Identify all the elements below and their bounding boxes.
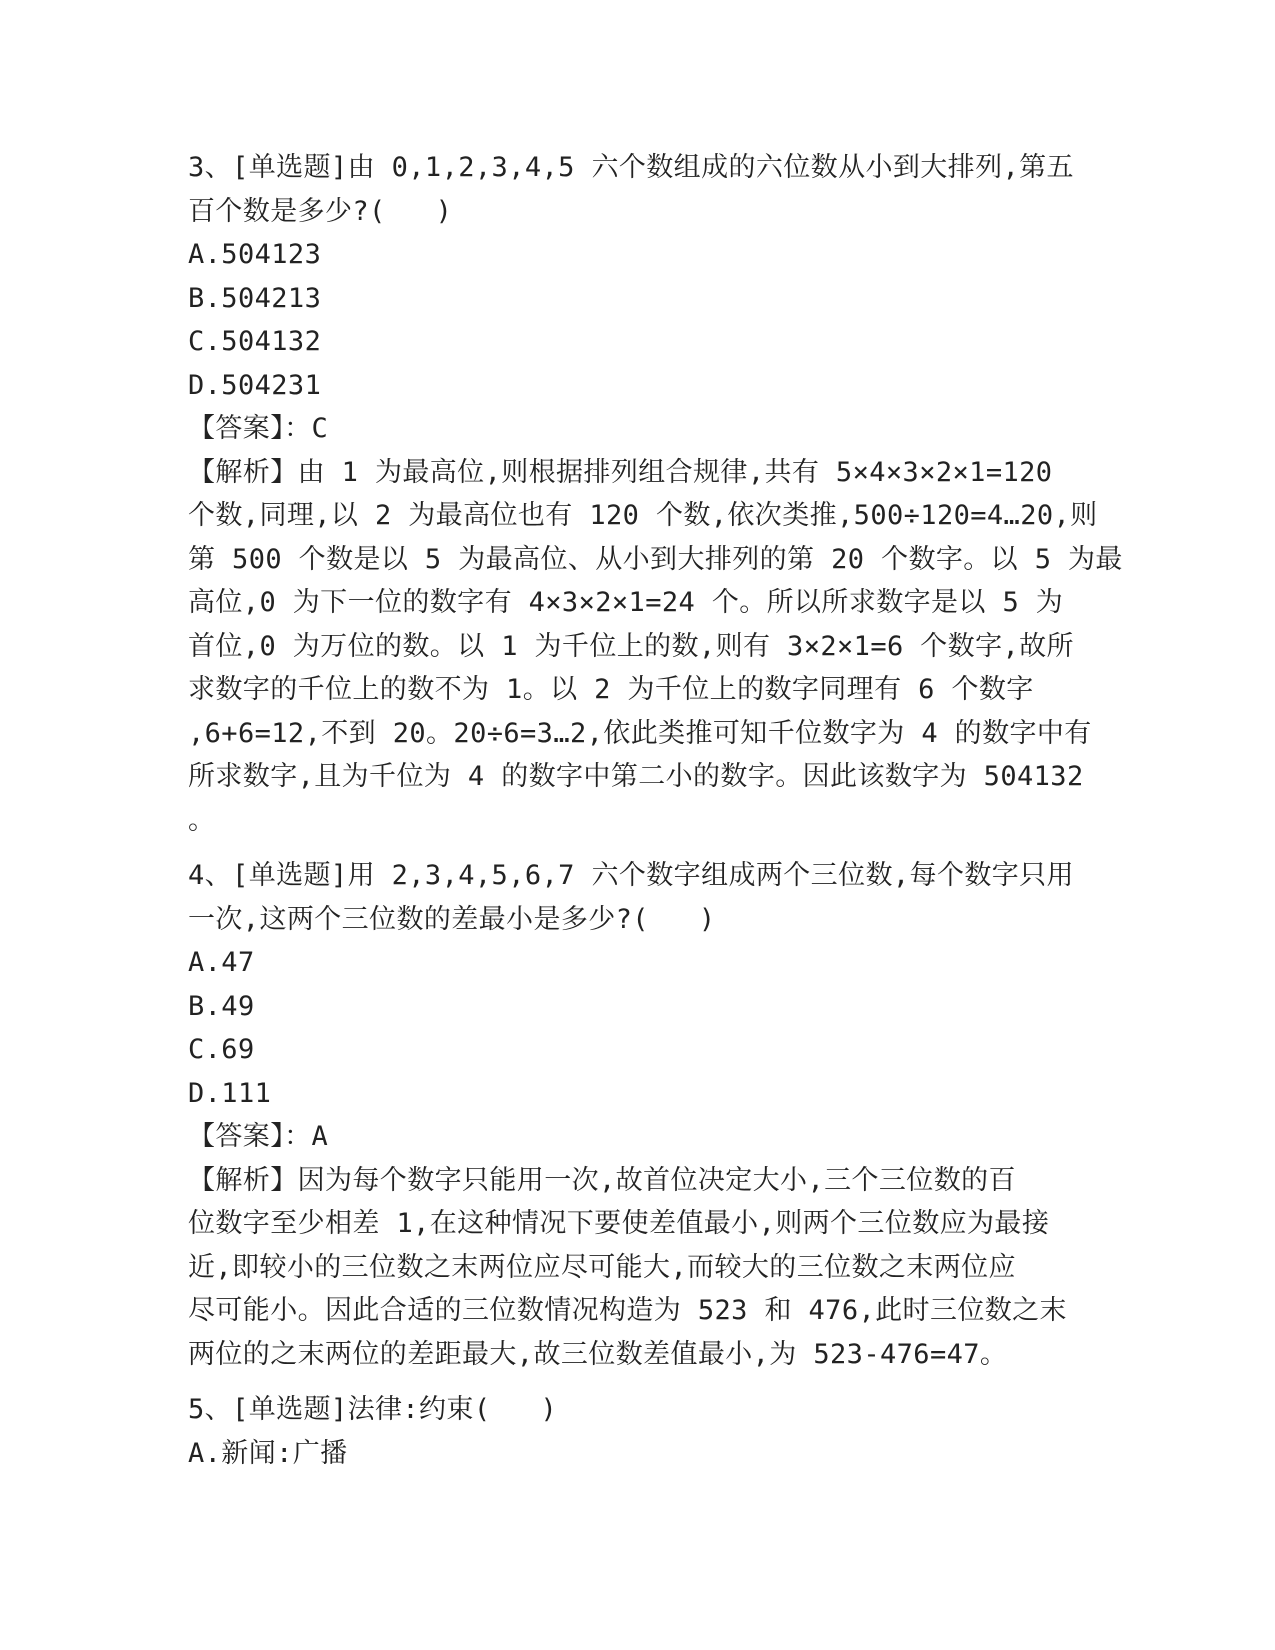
analysis-line: 高位,0 为下一位的数字有 4×3×2×1=24 个。所以所求数字是以 5 为 <box>188 587 1064 618</box>
answer-key: 【答案】：A <box>188 1121 329 1152</box>
answer-option: C.69 <box>188 1034 255 1065</box>
answer-option: C.504132 <box>188 326 322 357</box>
analysis-line: 首位,0 为万位的数。以 1 为千位上的数,则有 3×2×1=6 个数字,故所 <box>188 630 1074 662</box>
answer-option: B.504213 <box>188 282 322 314</box>
answer-option: A.504123 <box>188 239 322 270</box>
answer-option: A.新闻:广播 <box>188 1437 348 1469</box>
answer-option: D.504231 <box>188 369 322 401</box>
question-block <box>188 1388 1088 1475</box>
answer-option: D.111 <box>188 1077 272 1109</box>
analysis-line: 两位的之末两位的差距最大,故三位数差值最小,为 523-476=47。 <box>188 1338 1008 1370</box>
analysis-line: 个数,同理,以 2 为最高位也有 120 个数,依次类推,500÷120=4…20,则 <box>188 500 1098 531</box>
question-list <box>188 146 1123 1475</box>
question-stem-line: 5、[单选题]法律:约束( ) <box>188 1394 558 1425</box>
analysis-line: 第 500 个数是以 5 为最高位、从小到大排列的第 20 个数字。以 5 为最 <box>188 543 1123 575</box>
analysis-line: 所求数字,且为千位为 4 的数字中第二小的数字。因此该数字为 504132 <box>188 761 1084 792</box>
answer-option: A.47 <box>188 947 255 978</box>
question-stem-line: 3、[单选题]由 0,1,2,3,4,5 六个数组成的六位数从小到大排列,第五 <box>188 152 1074 183</box>
question-stem-line: 百个数是多少?( ) <box>188 195 453 227</box>
question-block <box>188 146 1123 842</box>
question-block <box>188 854 1088 1376</box>
analysis-line: ,6+6=12,不到 20。20÷6=3…2,依此类推可知千位数字为 4 的数字中有 <box>188 717 1092 749</box>
analysis-line: 尽可能小。因此合适的三位数情况构造为 523 和 476,此时三位数之末 <box>188 1295 1067 1326</box>
analysis-line: 求数字的千位上的数不为 1。以 2 为千位上的数字同理有 6 个数字 <box>188 674 1034 705</box>
analysis-line: 位数字至少相差 1,在这种情况下要使差值最小,则两个三位数应为最接 <box>188 1208 1050 1239</box>
answer-option: B.49 <box>188 990 255 1022</box>
analysis-line: 【解析】因为每个数字只能用一次,故首位决定大小,三个三位数的百 <box>188 1164 1016 1196</box>
analysis-line: 【解析】由 1 为最高位,则根据排列组合规律,共有 5×4×3×2×1=120 <box>188 456 1053 488</box>
question-stem-line: 4、[单选题]用 2,3,4,5,6,7 六个数字组成两个三位数,每个数字只用 <box>188 860 1074 891</box>
answer-key: 【答案】：C <box>188 413 329 444</box>
analysis-line: 。 <box>188 804 216 836</box>
question-stem-line: 一次,这两个三位数的差最小是多少?( ) <box>188 903 716 935</box>
analysis-line: 近,即较小的三位数之末两位应尽可能大,而较大的三位数之末两位应 <box>188 1251 1016 1283</box>
